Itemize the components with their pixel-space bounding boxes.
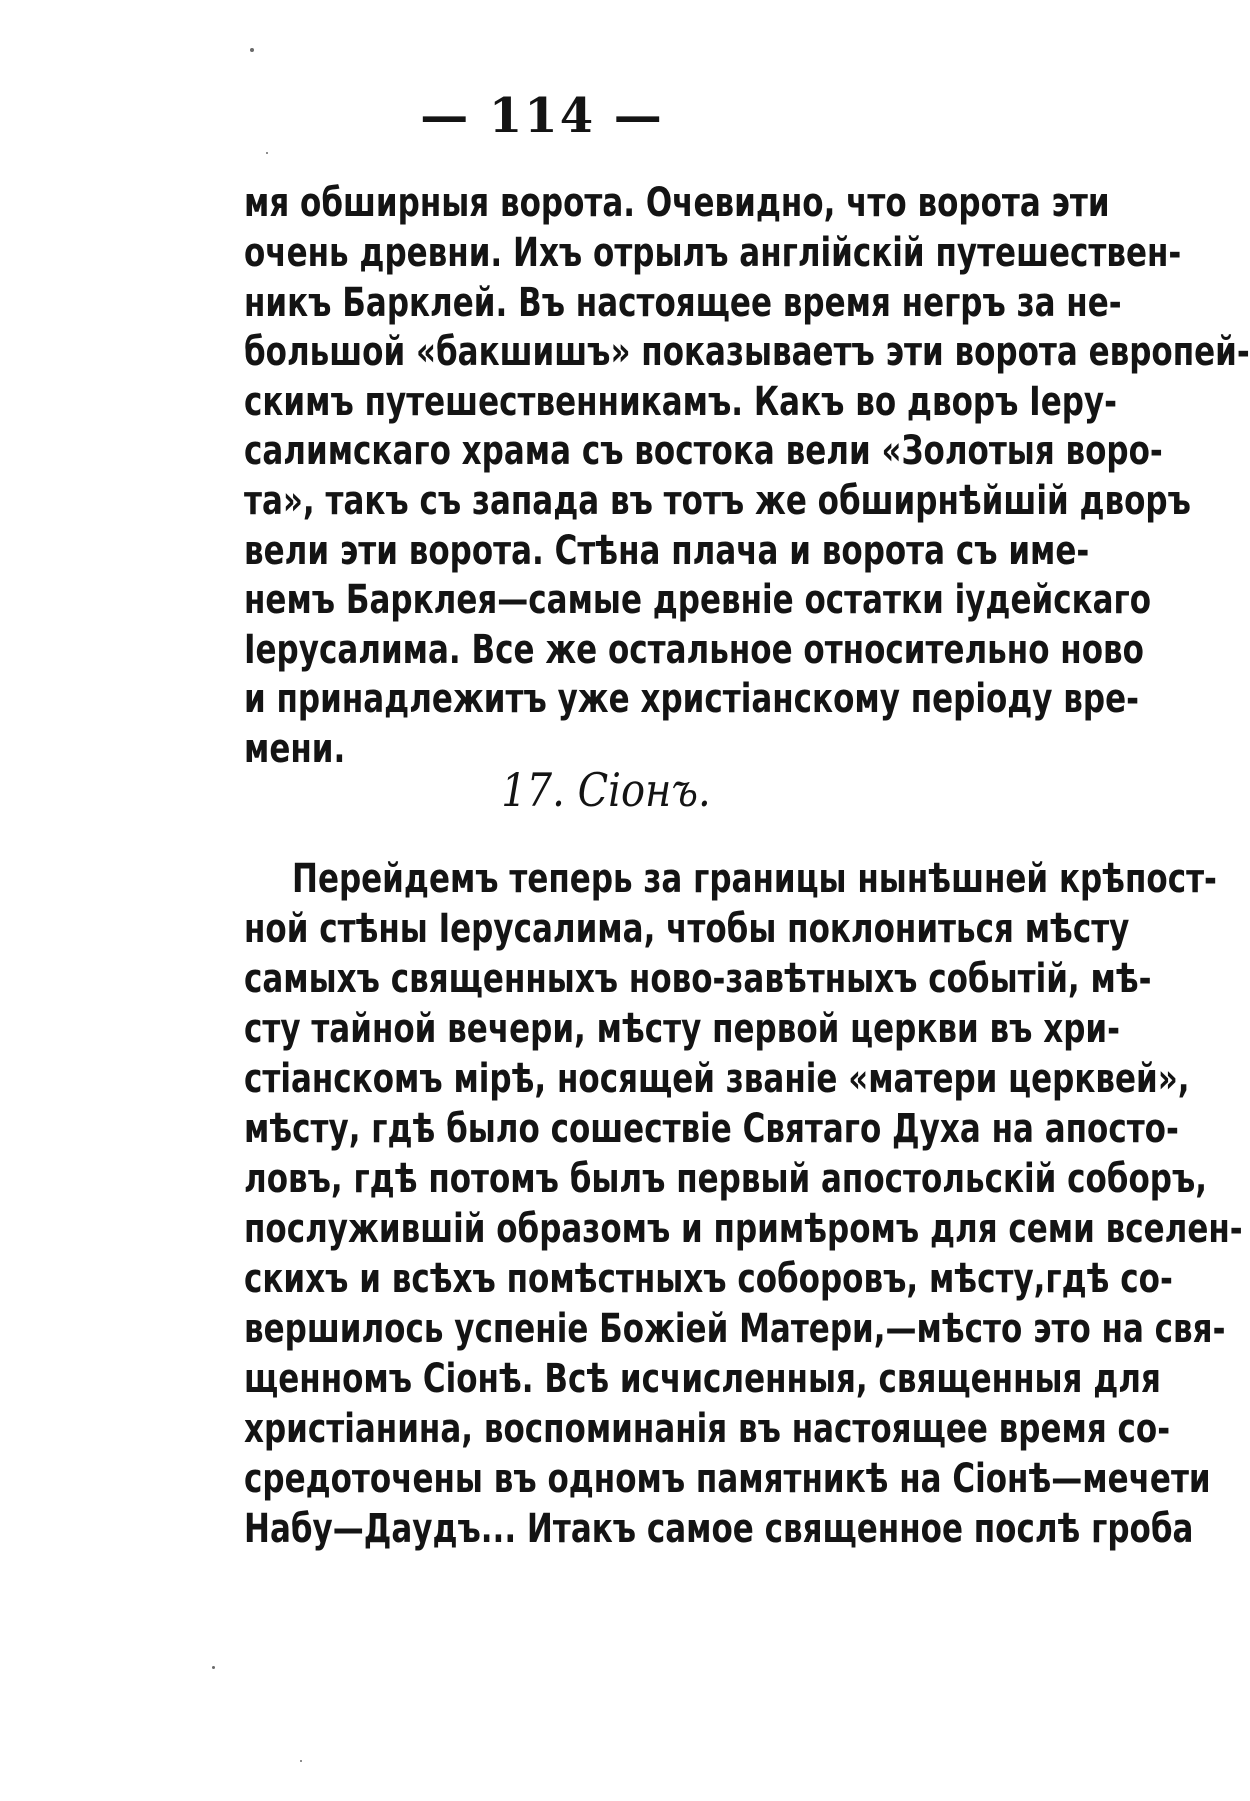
paragraph-1-line: большой «бакшишъ» показываетъ эти ворота европей- bbox=[244, 329, 1250, 376]
paragraph-1-line: салимскаго храма съ востока вели «Золотыя воро- bbox=[244, 428, 1163, 475]
paragraph-1-line: немъ Барклея—самые древніе остатки іудейскаго bbox=[244, 577, 1152, 624]
paragraph-2-line: вершилось успеніе Божіей Матери,—мѣсто это на свя- bbox=[244, 1306, 1226, 1353]
paragraph-1-line: очень древни. Ихъ отрылъ англійскій путешествен- bbox=[244, 230, 1182, 277]
paragraph-1-line: никъ Барклей. Въ настоящее время негръ за не- bbox=[244, 280, 1122, 327]
scan-speck bbox=[250, 48, 254, 52]
paragraph-2-line: сту тайной вечери, мѣсту первой церкви въ хри- bbox=[244, 1006, 1121, 1053]
scan-speck bbox=[300, 1760, 302, 1762]
paragraph-2-line: мѣсту, гдѣ было сошествіе Святаго Духа на апосто- bbox=[244, 1106, 1179, 1153]
paragraph-2-line: щенномъ Сіонѣ. Всѣ исчисленныя, священныя для bbox=[244, 1356, 1161, 1403]
page-number: — 114 — bbox=[420, 88, 664, 144]
paragraph-1-line: и принадлежитъ уже христіанскому періоду вре- bbox=[244, 676, 1140, 723]
paragraph-1-line: вели эти ворота. Стѣна плача и ворота съ име- bbox=[244, 528, 1090, 575]
paragraph-2-line: самыхъ священныхъ ново-завѣтныхъ событій, мѣ- bbox=[244, 956, 1152, 1003]
paragraph-2-line: ной стѣны Іерусалима, чтобы поклониться мѣсту bbox=[244, 906, 1130, 953]
paragraph-1-line: та», такъ съ запада въ тотъ же обширнѣйшій дворъ bbox=[244, 478, 1191, 525]
paragraph-2-line: ловъ, гдѣ потомъ былъ первый апостольскій соборъ, bbox=[244, 1156, 1208, 1203]
scan-speck bbox=[212, 1666, 215, 1669]
paragraph-1-line: Іерусалима. Все же остальное относительно ново bbox=[244, 627, 1144, 674]
paragraph-2-line: Набу—Даудъ... Итакъ самое священное послѣ гроба bbox=[244, 1506, 1194, 1553]
paragraph-1-line: скимъ путешественникамъ. Какъ во дворъ Іеру- bbox=[244, 379, 1117, 426]
section-heading: 17. Сіонъ. bbox=[501, 764, 711, 818]
paragraph-2-line: скихъ и всѣхъ помѣстныхъ соборовъ, мѣсту,гдѣ со- bbox=[244, 1256, 1173, 1303]
paragraph-2-line: Перейдемъ теперь за границы нынѣшней крѣпост- bbox=[292, 856, 1217, 903]
paragraph-2-line: стіанскомъ мірѣ, носящей званіе «матери церквей», bbox=[244, 1056, 1190, 1103]
paragraph-1-line: мя обширныя ворота. Очевидно, что ворота эти bbox=[244, 180, 1110, 227]
paragraph-2-line: средоточены въ одномъ памятникѣ на Сіонѣ—мечети bbox=[244, 1456, 1211, 1503]
paragraph-2-line: христіанина, воспоминанія въ настоящее время со- bbox=[244, 1406, 1171, 1453]
scan-speck bbox=[266, 152, 268, 154]
paragraph-1-line: мени. bbox=[244, 726, 346, 773]
paragraph-2-line: послужившій образомъ и примѣромъ для семи вселен- bbox=[244, 1206, 1243, 1253]
